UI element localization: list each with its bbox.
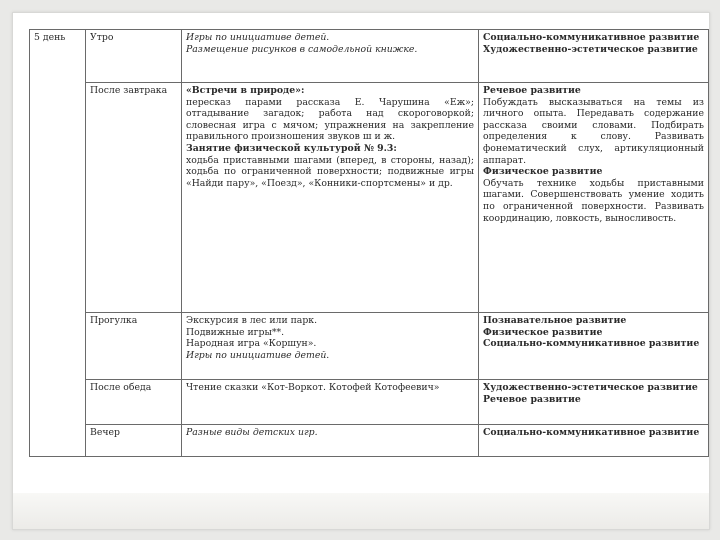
table-row: [30, 30, 709, 83]
time-cell: Вечер: [86, 425, 182, 457]
activity-line: Игры по инициативе детей.: [186, 349, 330, 361]
area-line: Физическое развитие: [483, 326, 603, 338]
table-row: [30, 425, 709, 457]
activity-cell: [182, 83, 479, 313]
table-row: [30, 380, 709, 425]
activity-line: Экскурсия в лес или парк.: [186, 315, 318, 326]
area-line: Художественно-эстетическое развитие: [483, 382, 698, 393]
activity-line: Народная игра «Коршун».: [186, 338, 317, 350]
activity-line: Игры по инициативе детей.: [186, 32, 330, 43]
area-line: Социально-коммуникативное развитие: [483, 427, 700, 438]
development-area-cell: [479, 313, 709, 380]
activity-text: ходьба приставными шагами (вперед, в стороны, назад); ходьба по ограниченной поверхности; подвижные игры «Найди пару», «Поезд», «Конники-спортсмены» и др.: [186, 154, 474, 189]
activity-line: Подвижные игры**.: [186, 326, 285, 338]
development-area-cell: [479, 425, 709, 457]
area-heading: Физическое развитие: [483, 166, 603, 178]
area-heading: Речевое развитие: [483, 85, 581, 96]
activity-cell: [182, 425, 479, 457]
area-text: Побуждать высказываться на темы из личного опыта. Передавать содержание рассказа своими словами. Подбирать определения к слову. Развивать фонематический слух, артикуляционный аппарат.: [483, 96, 704, 166]
area-text: Обучать технике ходьбы приставными шагами. Совершенствовать умение ходить по ограниченной поверхности. Развивать координацию, ловкость, выносливость.: [483, 177, 704, 224]
activity-cell: [182, 380, 479, 425]
slide: [12, 12, 710, 530]
table-row: [30, 313, 709, 380]
slide-footer-band: [13, 493, 709, 529]
activity-heading: «Встречи в природе»:: [186, 85, 305, 96]
area-line: Познавательное развитие: [483, 315, 627, 326]
table-row: [30, 83, 709, 313]
development-area-cell: [479, 83, 709, 313]
area-line: Художественно-эстетическое развитие: [483, 43, 698, 55]
day-cell: 5 день: [30, 30, 86, 457]
activity-line: Размещение рисунков в самодельной книжке.: [186, 43, 418, 55]
activity-line: Чтение сказки «Кот-Воркот. Котофей Котофеевич»: [186, 382, 440, 393]
development-area-cell: [479, 380, 709, 425]
activity-cell: [182, 30, 479, 83]
development-area-cell: [479, 30, 709, 83]
area-line: Социально-коммуникативное развитие: [483, 338, 700, 350]
schedule-table: [29, 29, 709, 457]
activity-cell: [182, 313, 479, 380]
time-cell: После завтрака: [86, 83, 182, 313]
activity-text: пересказ парами рассказа Е. Чарушина «Еж»; отгадывание загадок; работа над скороговоркой; словесная игра с мячом; упражнения на закрепление правильного произношения звуков ш и ж.: [186, 96, 474, 143]
activity-heading: Занятие физической культурой № 9.3:: [186, 142, 397, 154]
activity-line: Разные виды детских игр.: [186, 427, 318, 438]
time-cell: После обеда: [86, 380, 182, 425]
area-line: Речевое развитие: [483, 393, 581, 405]
area-line: Социально-коммуникативное развитие: [483, 32, 700, 43]
time-cell: Прогулка: [86, 313, 182, 380]
time-cell: Утро: [86, 30, 182, 83]
